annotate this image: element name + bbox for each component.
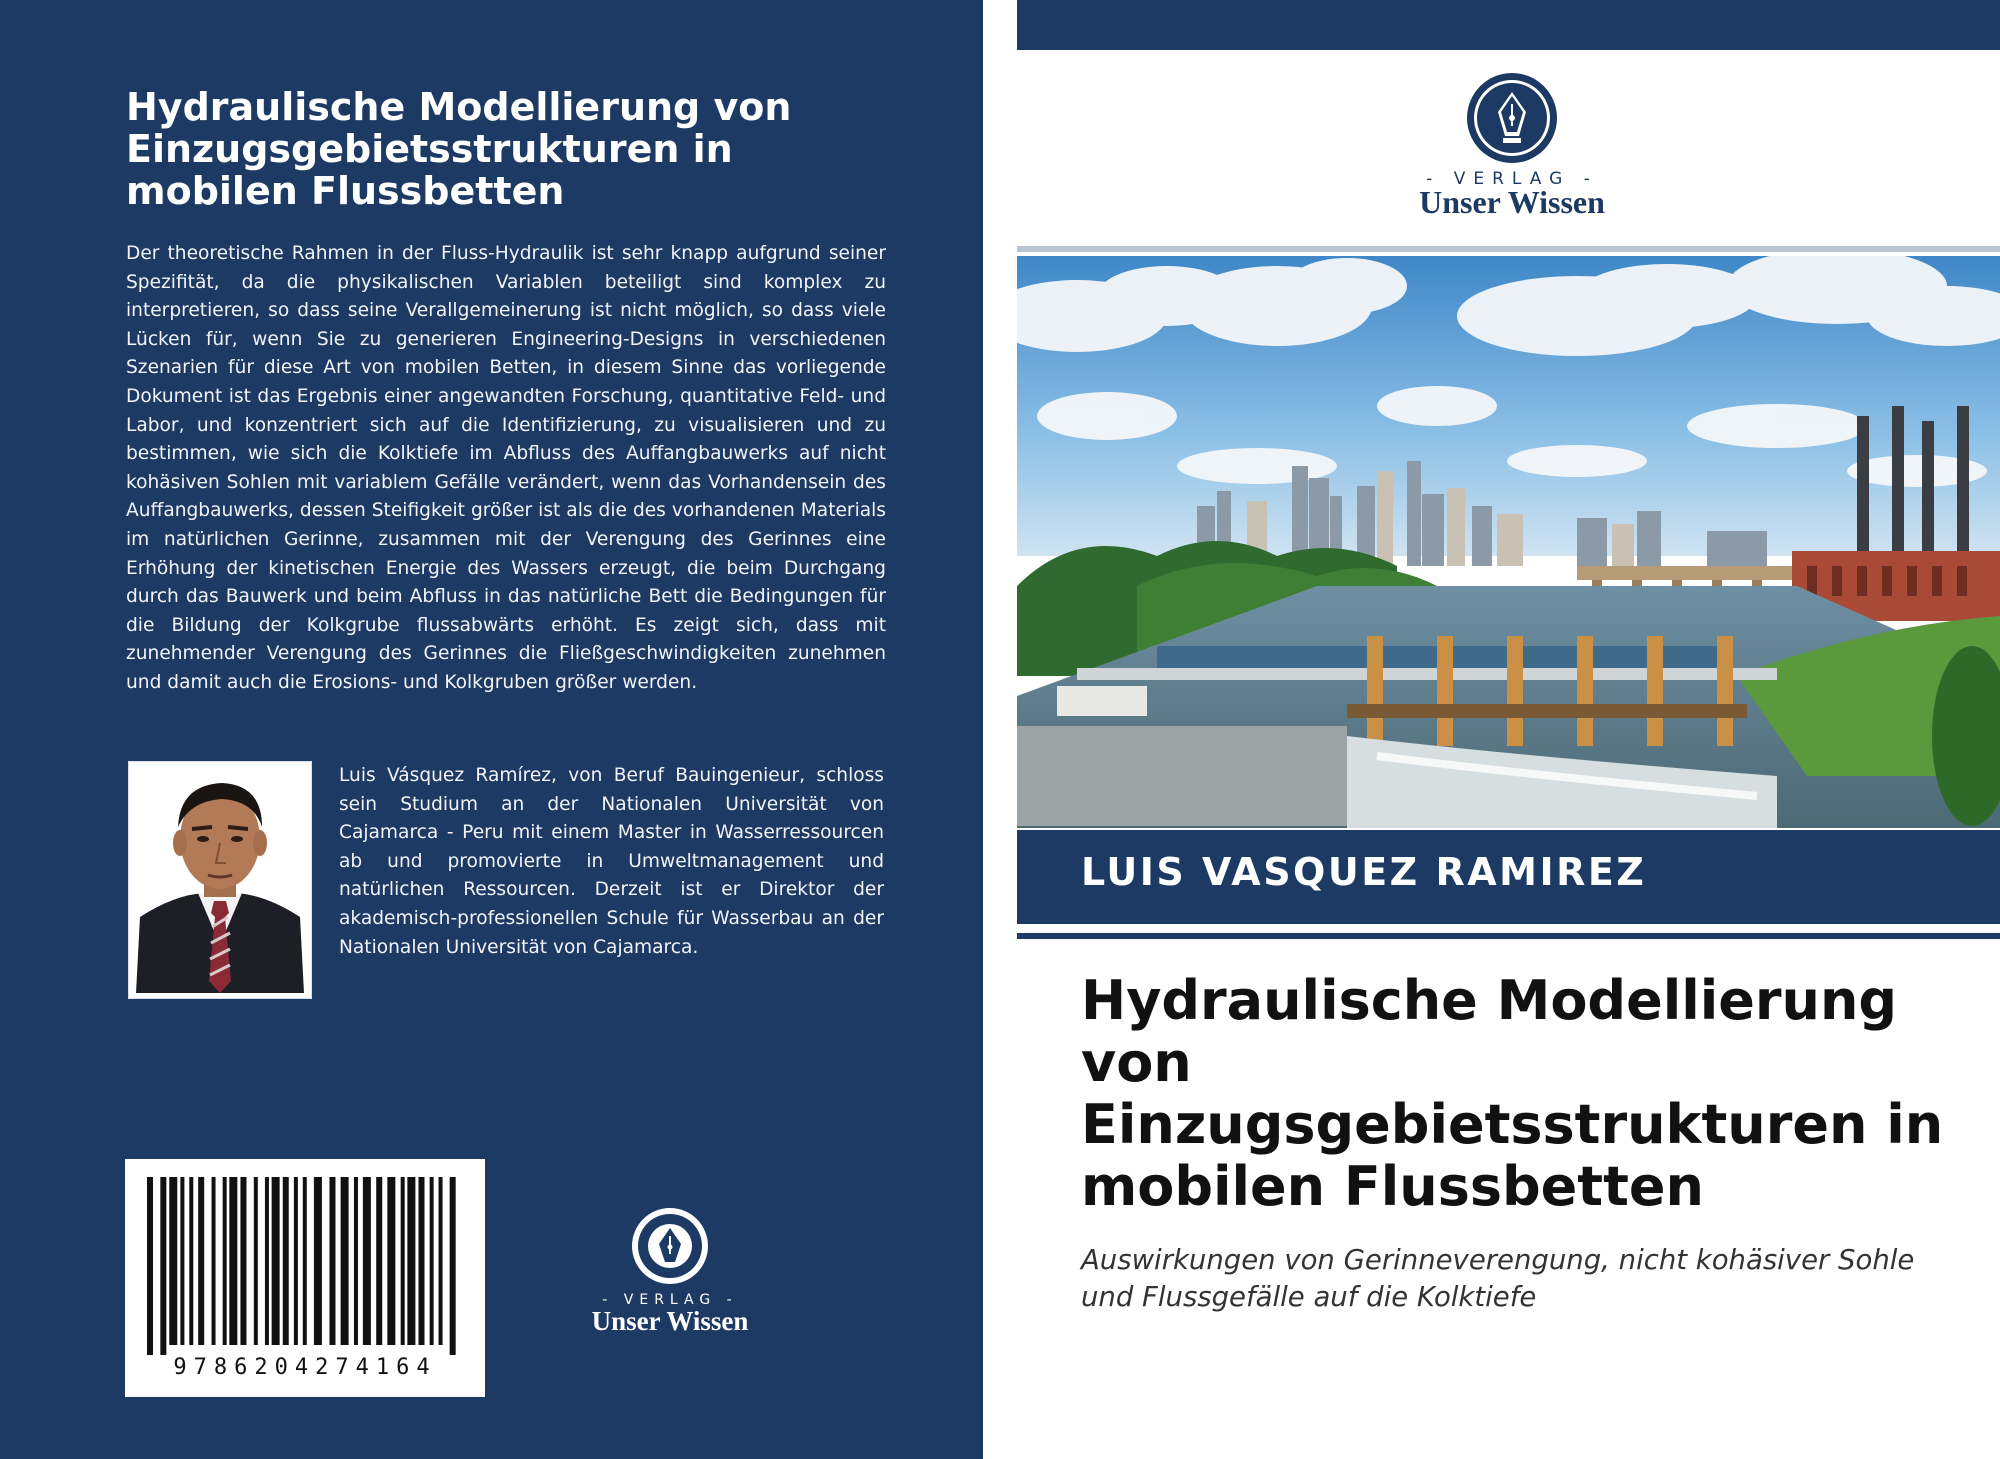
barcode-bar <box>198 1177 204 1345</box>
front-cover-title: Hydraulische Modellierung von Einzugsgebietsstrukturen in mobilen Flussbetten <box>1081 969 1944 1218</box>
author-bio: Luis Vásquez Ramírez, von Beruf Bauingenieur, schloss sein Studium an der Nationalen Universität von Cajamarca - Peru mit einem Master in Wasserressourcen ab und promovierte in Umweltmanagement und natürlichen Ressourcen. Derzeit ist er Direktor der akademisch-professionellen Schule für Wasserbau an der Nationalen Universität von Cajamarca. <box>339 765 884 958</box>
front-logo-publisher-name: Unser Wissen <box>1419 184 1605 220</box>
barcode-bar <box>401 1177 405 1345</box>
barcode-bar <box>376 1177 382 1345</box>
back-logo-publisher-name: Unser Wissen <box>591 1306 749 1336</box>
author-band-rule <box>1017 933 2000 939</box>
barcode-bar <box>407 1177 415 1345</box>
barcode-bar <box>180 1177 184 1345</box>
barcode-bar <box>240 1177 246 1345</box>
back-publisher-logo <box>580 1206 760 1336</box>
barcode-bar <box>363 1177 371 1345</box>
author-portrait <box>128 761 312 999</box>
barcode-bar <box>294 1177 298 1345</box>
barcode-bar <box>450 1177 456 1355</box>
barcode-bar <box>169 1177 177 1345</box>
front-logo-verlag-label: - VERLAG - <box>1426 169 1598 189</box>
barcode-bar <box>418 1177 424 1345</box>
fountain-pen-nib-icon <box>580 1206 760 1286</box>
barcode-bar <box>223 1177 227 1345</box>
back-cover-blurb: Der theoretische Rahmen in der Fluss-Hydraulik ist sehr knapp aufgrund seiner Spezifität, da die physikalischen Variablen beteiligt sind komplex zu interpretieren, so dass seine Verallgemeinerung ist nicht möglich, so dass viele Lücken für, wenn Sie zu generieren Engineering-Designs in verschiedenen Szenarien für diese Art von mobilen Betten, in diesem Sinne das vorliegende Dokument ist das Ergebnis einer angewandten Forschung, quantitative Feld- und Labor, und konzentriert sich auf die Identifizierung, zu visualisieren und zu bestimmen, wie sich die Kolktiefe im Abfluss des Auffangbauwerks auf nicht kohäsiven Sohlen mit variablem Gefälle verändert, wenn das Vorhandensein des Auffangbauwerks, dessen Steifigkeit größer ist als die des vorhandenen Materials im natürlichen Gerinne, zusammen mit der Verengung des Gerinnes eine Erhöhung der kinetischen Energie des Wassers erzeugt, die beim Durchgang durch das Bauwerk und beim Abfluss in das natürliche Bett die Bedingungen für die Bildung der Kolkgrube flussabwärts erhöht. Es zeigt sich, dass mit zunehmender Verengung des Gerinnes die Fließgeschwindigkeiten zunehmen und damit auch die Erosions- und Kolkgruben größer werden. <box>126 243 886 693</box>
back-cover <box>0 0 983 1459</box>
barcode-bar <box>314 1177 322 1345</box>
front-cover-subtitle: Auswirkungen von Gerinneverengung, nicht kohäsiver Sohle und Flussgefälle auf die Kolktiefe <box>1081 1244 1915 1313</box>
barcode-bar <box>303 1177 307 1345</box>
front-cover <box>1017 0 2000 1459</box>
barcode-bar <box>160 1177 166 1355</box>
barcode-bar <box>283 1177 289 1345</box>
barcode-bar <box>341 1177 349 1345</box>
back-logo-verlag-label: - VERLAG - <box>602 1292 738 1308</box>
barcode-bar <box>387 1177 395 1345</box>
author-band <box>1017 830 2000 924</box>
barcode-bar <box>329 1177 335 1345</box>
barcode-bar <box>254 1177 258 1345</box>
front-publisher-logo <box>1387 72 1637 222</box>
barcode-bar <box>430 1177 434 1345</box>
barcode-bar <box>272 1177 280 1345</box>
photo-top-rule <box>1017 246 2000 252</box>
city-river-photo <box>1017 256 2000 828</box>
isbn-barcode <box>125 1159 485 1397</box>
barcode-bar <box>229 1177 237 1345</box>
barcode-bar <box>265 1177 269 1345</box>
barcode-bar <box>354 1177 358 1345</box>
barcode-bar <box>212 1177 216 1345</box>
barcode-bar <box>147 1177 153 1355</box>
back-cover-title: Hydraulische Modellierung von Einzugsgebietsstrukturen in mobilen Flussbetten <box>126 85 792 213</box>
isbn-number: 9786204274164 <box>173 1355 437 1380</box>
fountain-pen-nib-icon <box>1387 72 1637 168</box>
front-author-name: LUIS VASQUEZ RAMIREZ <box>1081 850 1647 894</box>
spine <box>983 0 1017 1459</box>
barcode-bar <box>439 1177 443 1345</box>
front-top-bar <box>1017 0 2000 50</box>
barcode-bar <box>189 1177 193 1345</box>
